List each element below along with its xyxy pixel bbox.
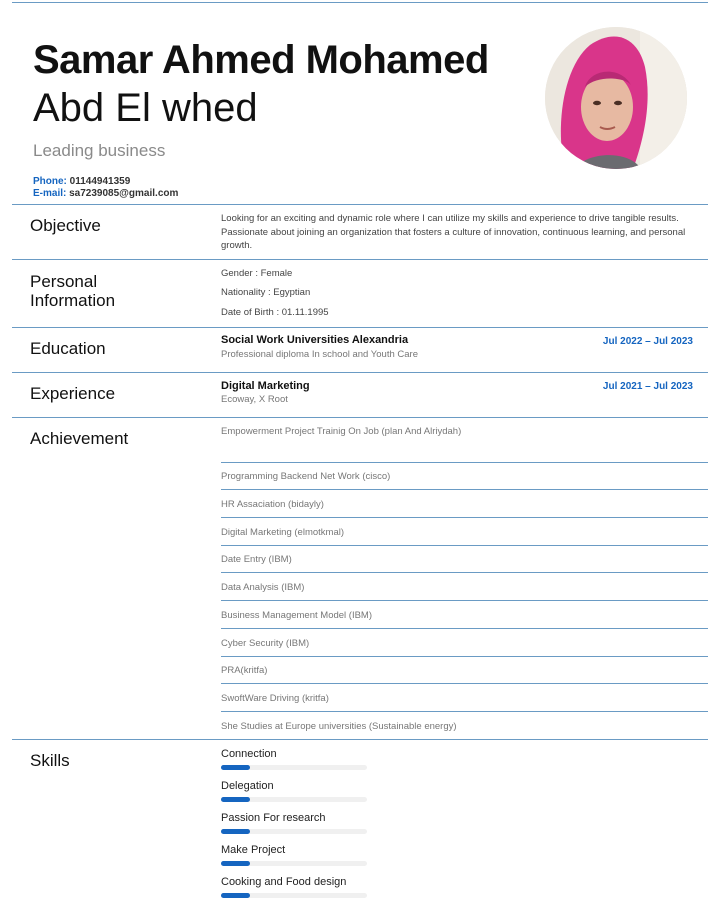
achievement-divider (221, 545, 708, 546)
divider-personal (12, 259, 708, 260)
achievement-item: Business Management Model (IBM) (221, 610, 373, 621)
skill-bar (221, 765, 367, 770)
achievement-item: Cyber Security (IBM) (221, 638, 310, 649)
avatar (545, 27, 687, 169)
objective-title: Objective (30, 216, 101, 235)
email-label: E-mail: (33, 188, 67, 199)
nationality-text: Nationality : Egyptian (221, 287, 311, 298)
skill-bar-fill (221, 893, 250, 898)
gender-text: Gender : Female (221, 268, 293, 279)
divider-skills (12, 739, 708, 740)
objective-text: Looking for an exciting and dynamic role where I can utilize my skills and experience to drive tangible results. Passionate about joining an organization that fosters a culture of innovation, continuous learning, and personal growth. (221, 213, 686, 251)
achievement-item: PRA(kritfa) (221, 665, 268, 676)
top-divider (12, 2, 708, 3)
achievement-divider (221, 517, 708, 518)
achievement-item: Digital Marketing (elmotkmal) (221, 527, 345, 538)
divider-objective (12, 204, 708, 205)
name-line-2: Abd El whed (33, 86, 258, 130)
education-detail: Professional diploma In school and Youth Care (221, 349, 418, 360)
skill-bar-fill (221, 829, 250, 834)
name-line-1: Samar Ahmed Mohamed (33, 38, 489, 82)
skill-label: Make Project (221, 844, 286, 856)
dob-text: Date of Birth : 01.11.1995 (221, 307, 329, 318)
achievement-divider (221, 683, 708, 684)
achievement-divider (221, 711, 708, 712)
education-school: Social Work Universities Alexandria (221, 334, 409, 346)
achievement-divider (221, 656, 708, 657)
divider-experience (12, 372, 708, 373)
skill-bar (221, 893, 367, 898)
achievement-divider (221, 628, 708, 629)
skill-label: Delegation (221, 780, 274, 792)
email-value: sa7239085@gmail.com (69, 188, 179, 199)
achievement-divider (221, 462, 708, 463)
achievement-divider (221, 600, 708, 601)
skill-bar (221, 829, 367, 834)
achievement-divider (221, 572, 708, 573)
skill-label: Passion For research (221, 812, 326, 824)
experience-role: Digital Marketing (221, 380, 310, 392)
experience-dates: Jul 2021 – Jul 2023 (602, 381, 693, 392)
experience-title: Experience (30, 384, 116, 403)
divider-achievement (12, 417, 708, 418)
experience-company: Ecoway, X Root (221, 394, 288, 405)
skill-bar-fill (221, 765, 250, 770)
achievement-item: HR Assaciation (bidayly) (221, 499, 324, 510)
skill-bar (221, 797, 367, 802)
email-line (33, 188, 178, 199)
skill-bar (221, 861, 367, 866)
skills-title: Skills (30, 751, 70, 770)
education-dates: Jul 2022 – Jul 2023 (602, 336, 693, 347)
achievement-item: SwoftWare Driving (kritfa) (221, 693, 329, 704)
achievement-divider (221, 489, 708, 490)
profile-photo-icon (545, 27, 687, 169)
job-subtitle: Leading business (33, 141, 166, 160)
skill-label: Connection (221, 748, 277, 760)
achievement-item: Empowerment Project Trainig On Job (plan And Alriydah) (221, 426, 462, 437)
achievement-item: Data Analysis (IBM) (221, 582, 305, 593)
phone-value: 01144941359 (69, 176, 131, 187)
achievement-item: Date Entry (IBM) (221, 554, 292, 565)
divider-education (12, 327, 708, 328)
education-title: Education (30, 339, 106, 358)
skill-label: Cooking and Food design (221, 876, 347, 888)
phone-line (33, 176, 130, 187)
achievement-item: Programming Backend Net Work (cisco) (221, 471, 391, 482)
skill-bar-fill (221, 797, 250, 802)
skill-bar-fill (221, 861, 250, 866)
achievement-item: She Studies at Europe universities (Sustainable energy) (221, 721, 457, 732)
phone-label: Phone: (33, 176, 67, 187)
personal-title: Personal Information (30, 272, 116, 310)
achievement-title: Achievement (30, 429, 129, 448)
